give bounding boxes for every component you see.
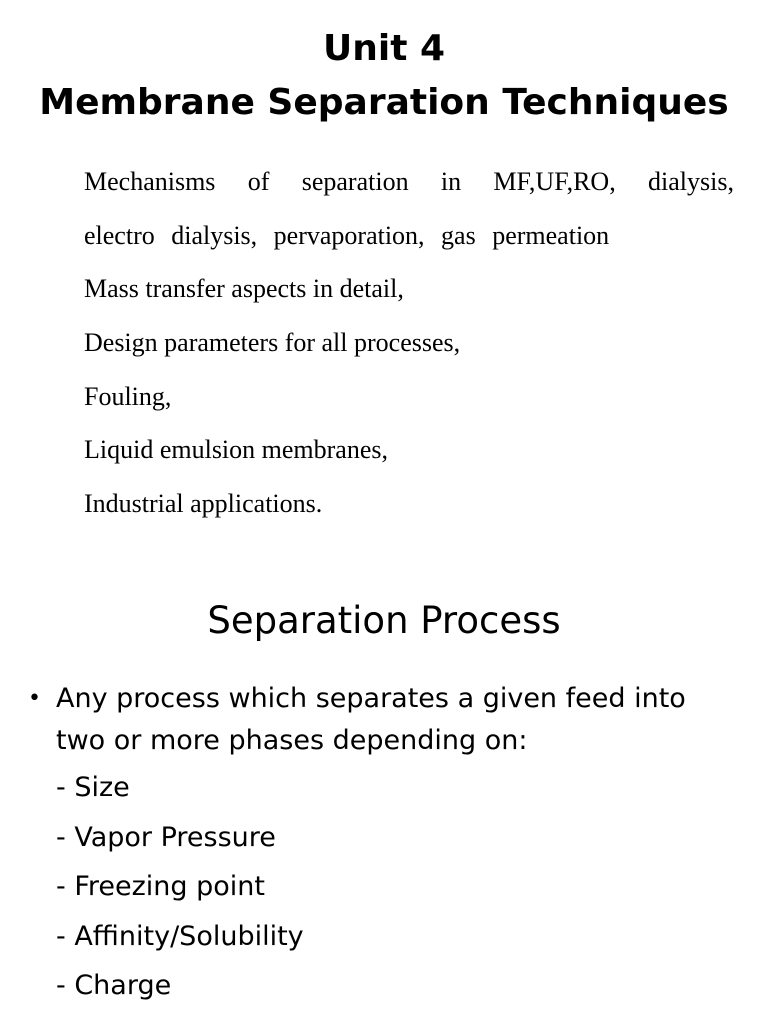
syllabus-item: Mass transfer aspects in detail, [84,274,404,304]
bullet-text: Any process which separates a given feed into two or more phases depending on: [56,683,686,756]
bullet-item [28,678,748,762]
bullet-list [28,678,748,1014]
unit-label: Unit 4 [323,28,445,69]
syllabus-item: Industrial applications. [84,489,323,519]
sub-list [56,766,748,1014]
syllabus-word: in [440,167,462,196]
sub-item: - Vapor Pressure [56,821,276,853]
page-title [0,22,768,130]
section-title: Separation Process [207,599,561,642]
syllabus-item: Design parameters for all processes, [84,328,461,358]
syllabus-word: dialysis, [648,167,734,196]
bullet-dot-icon: • [28,686,41,711]
syllabus-word: Mechanisms [84,167,216,196]
sub-item: - Affinity/Solubility [56,920,304,952]
sub-item: - Freezing point [56,871,265,903]
sub-item: - Size [56,772,130,803]
syllabus-line-mechanisms [84,162,734,216]
syllabus-item: Fouling, [84,381,172,411]
syllabus-line-continuation: electro dialysis, pervaporation, gas permeation [84,220,610,250]
syllabus-word: MF,UF,RO, [493,167,616,196]
syllabus-item: Liquid emulsion membranes, [84,435,389,465]
title-text: Membrane Separation Techniques [39,82,729,123]
syllabus-word: of [247,167,270,196]
sub-item: - Charge [56,970,172,1002]
syllabus-word: separation [301,167,409,196]
syllabus-list [84,162,740,538]
